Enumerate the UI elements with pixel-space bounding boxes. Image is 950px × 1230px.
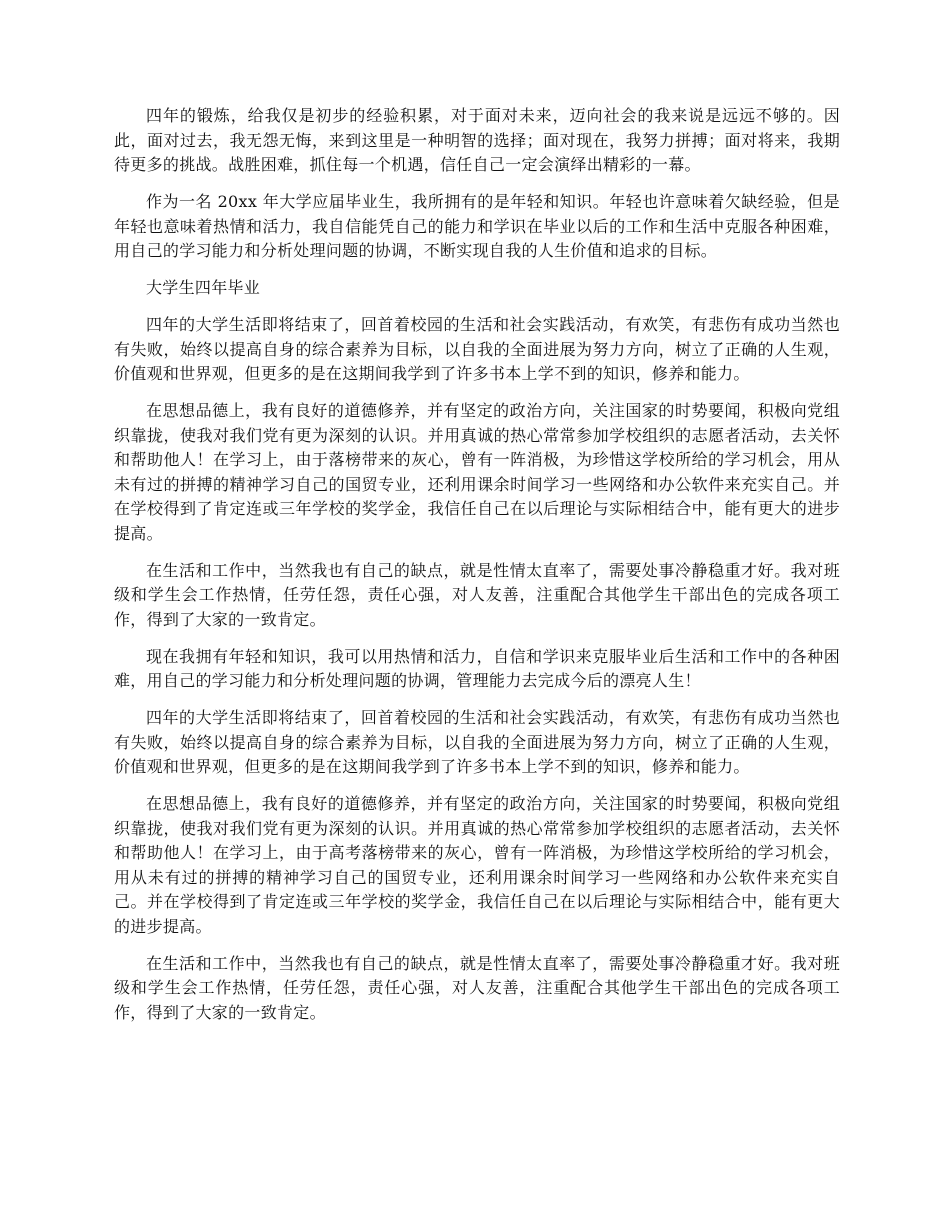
paragraph: 现在我拥有年轻和知识，我可以用热情和活力，自信和学识来克服毕业后生活和工作中的各种困难，用自己的学习能力和分析处理问题的协调，管理能力去完成今后的漂亮人生！ <box>114 646 840 690</box>
paragraph: 四年的锻炼，给我仅是初步的经验积累，对于面对未来，迈向社会的我来说是远远不够的。因此，面对过去，我无怨无悔，来到这里是一种明智的选择；面对现在，我努力拼搏；面对将来，我期待更多的挑战。战胜困难，抓住每一个机遇，信任自己一定会演绎出精彩的一幕。 <box>114 106 840 174</box>
document-body <box>114 104 840 1038</box>
paragraph: 在思想品德上，我有良好的道德修养，并有坚定的政治方向，关注国家的时势要闻，积极向党组织靠拢，使我对我们党有更为深刻的认识。并用真诚的热心常常参加学校组织的志愿者活动，去关怀和帮助他人！在学习上，由于高考落榜带来的灰心，曾有一阵消极，为珍惜这学校所给的学习机会，用从未有过的拼搏的精神学习自己的国贸专业，还利用课余时间学习一些网络和办公软件来充实自己。并在学校得到了肯定连或三年学校的奖学金，我信任自己在以后理论与实际相结合中，能有更大的进步提高。 <box>114 794 840 936</box>
paragraph: 四年的大学生活即将结束了，回首着校园的生活和社会实践活动，有欢笑，有悲伤有成功当然也有失败，始终以提高自身的综合素养为目标，以自我的全面进展为努力方向，树立了正确的人生观，价值观和世界观，但更多的是在这期间我学到了许多书本上学不到的知识，修养和能力。 <box>114 708 840 776</box>
paragraph: 作为一名 20xx 年大学应届毕业生，我所拥有的是年轻和知识。年轻也许意味着欠缺经验，但是年轻也意味着热情和活力，我自信能凭自己的能力和学识在毕业以后的工作和生活中克服各种困难，用自己的学习能力和分析处理问题的协调，不断实现自我的人生价值和追求的目标。 <box>114 192 840 260</box>
paragraph: 在生活和工作中，当然我也有自己的缺点，就是性情太直率了，需要处事冷静稳重才好。我对班级和学生会工作热情，任劳任怨，责任心强，对人友善，注重配合其他学生干部出色的完成各项工作，得到了大家的一致肯定。 <box>114 560 840 629</box>
paragraph: 在思想品德上，我有良好的道德修养，并有坚定的政治方向，关注国家的时势要闻，积极向党组织靠拢，使我对我们党有更为深刻的认识。并用真诚的热心常常参加学校组织的志愿者活动，去关怀和帮助他人！在学习上，由于落榜带来的灰心，曾有一阵消极，为珍惜这学校所给的学习机会，用从未有过的拼搏的精神学习自己的国贸专业，还利用课余时间学习一些网络和办公软件来充实自己。并在学校得到了肯定连或三年学校的奖学金，我信任自己在以后理论与实际相结合中，能有更大的进步提高。 <box>114 401 840 543</box>
section-heading: 大学生四年毕业 <box>146 278 261 297</box>
paragraph: 四年的大学生活即将结束了，回首着校园的生活和社会实践活动，有欢笑，有悲伤有成功当然也有失败，始终以提高自身的综合素养为目标，以自我的全面进展为努力方向，树立了正确的人生观，价值观和世界观，但更多的是在这期间我学到了许多书本上学不到的知识，修养和能力。 <box>114 315 840 383</box>
paragraph: 在生活和工作中，当然我也有自己的缺点，就是性情太直率了，需要处事冷静稳重才好。我对班级和学生会工作热情，任劳任怨，责任心强，对人友善，注重配合其他学生干部出色的完成各项工作，得到了大家的一致肯定。 <box>114 953 840 1022</box>
